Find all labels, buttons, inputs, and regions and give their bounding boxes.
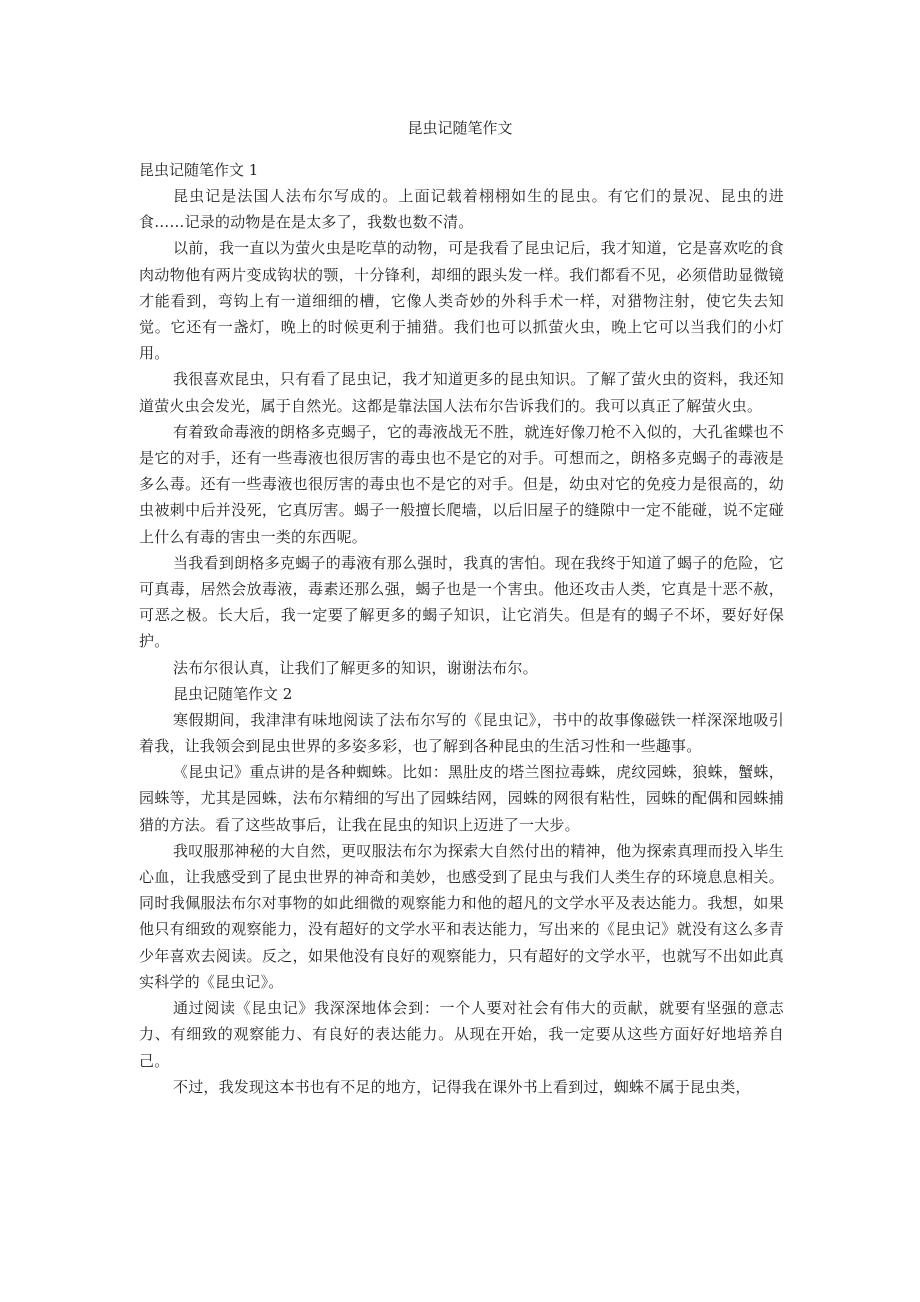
paragraph: 不过，我发现这本书也有不足的地方，记得我在课外书上看到过，蜘蛛不属于昆虫类，	[173, 1077, 751, 1096]
paragraph: 有着致命毒液的朗格多克蝎子，它的毒液战无不胜，就连好像刀枪不入似的，大孔雀蝶也不是它的对手，还有一些毒液也很厉害的毒虫也不是它的对手。可想而之，朗格多克蝎子的毒液是多么毒。还有一些毒液也很厉害的毒虫也不是它的对手。但是，幼虫对它的免疫力是很高的，幼虫被刺中后并没死，它真厉害。蝎子一般擅长爬墙，以后旧屋子的缝隙中一定不能碰，说不定碰上什么有毒的害虫一类的东西呢。	[139, 422, 784, 546]
paragraph: 我很喜欢昆虫，只有看了昆虫记，我才知道更多的昆虫知识。了解了萤火虫的资料，我还知道萤火虫会发光，属于自然光。这都是靠法国人法布尔告诉我们的。我可以真正了解萤火虫。	[139, 370, 784, 415]
paragraph: 当我看到朗格多克蝎子的毒液有那么强时，我真的害怕。现在我终于知道了蝎子的危险，它可真毒，居然会放毒液，毒素还那么强，蝎子也是一个害虫。他还攻击人类，它真是十恶不赦，可恶之极。长大后，我一定要了解更多的蝎子知识，让它消失。但是有的蝎子不坏，要好好保护。	[139, 553, 784, 651]
paragraph: 通过阅读《昆虫记》我深深地体会到：一个人要对社会有伟大的贡献，就要有坚强的意志力、有细致的观察能力、有良好的表达能力。从现在开始，我一定要从这些方面好好地培养自己。	[139, 999, 784, 1070]
paragraph: 昆虫记是法国人法布尔写成的。上面记载着栩栩如生的昆虫。有它们的景况、昆虫的进食……记录的动物是在是太多了，我数也数不清。	[139, 187, 784, 232]
paragraph: 《昆虫记》重点讲的是各种蜘蛛。比如：黑肚皮的塔兰图拉毒蛛，虎纹园蛛，狼蛛，蟹蛛，园蛛等，尤其是园蛛，法布尔精细的写出了园蛛结网，园蛛的网很有粘性，园蛛的配偶和园蛛捕猎的方法。看了这些故事后，让我在昆虫的知识上迈进了一大步。	[139, 763, 784, 834]
document-body	[139, 157, 784, 1100]
paragraph: 法布尔很认真，让我们了解更多的知识，谢谢法布尔。	[173, 658, 538, 677]
paragraph: 我叹服那神秘的大自然，更叹服法布尔为探索大自然付出的精神，他为探索真理而投入毕生心血，让我感受到了昆虫世界的神奇和美妙，也感受到了昆虫与我们人类生存的环境息息相关。同时我佩服法布尔对事物的如此细微的观察能力和他的超凡的文学水平及表达能力。我想，如果他只有细致的观察能力，没有超好的文学水平和表达能力，写出来的《昆虫记》就没有这么多青少年喜欢去阅读。反之，如果他没有良好的观察能力，只有超好的文学水平，也就写不出如此真实科学的《昆虫记》。	[139, 841, 784, 991]
paragraph: 寒假期间，我津津有味地阅读了法布尔写的《昆虫记》，书中的故事像磁铁一样深深地吸引着我，让我领会到昆虫世界的多姿多彩，也了解到各种昆虫的生活习性和一些趣事。	[139, 710, 784, 756]
document-title: 昆虫记随笔作文	[407, 119, 513, 137]
section-heading: 昆虫记随笔作文 1	[139, 161, 259, 179]
paragraph: 以前，我一直以为萤火虫是吃草的动物，可是我看了昆虫记后，我才知道，它是喜欢吃的食肉动物他有两片变成钩状的颚，十分锋利，却细的跟头发一样。我们都看不见，必须借助显微镜才能看到，弯钩上有一道细细的槽，它像人类奇妙的外科手术一样，对猎物注射，使它失去知觉。它还有一盏灯，晚上的时候更利于捕猎。我们也可以抓萤火虫，晚上它可以当我们的小灯用。	[139, 239, 784, 363]
section-heading: 昆虫记随笔作文 2	[173, 684, 293, 703]
